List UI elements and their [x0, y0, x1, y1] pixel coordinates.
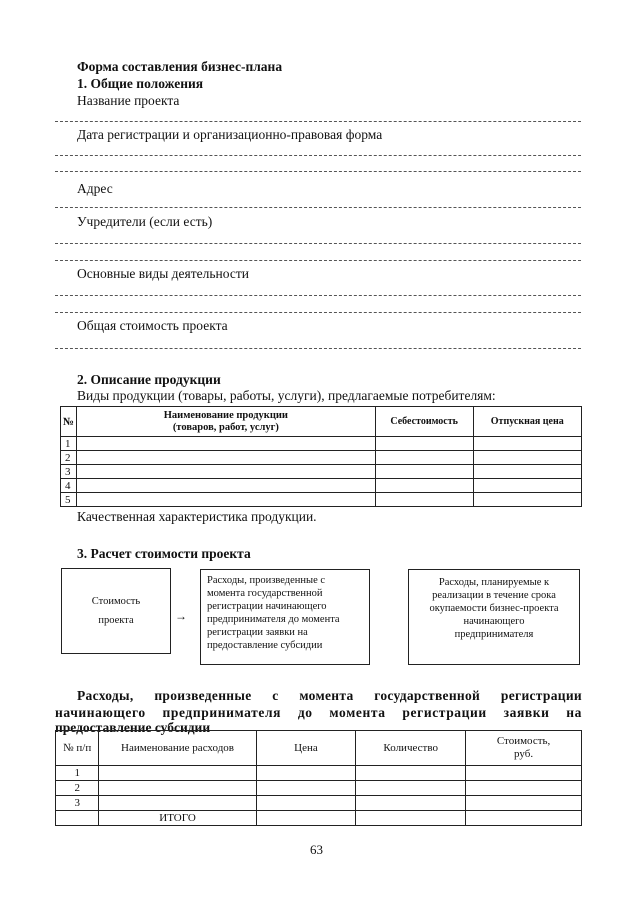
form-title: Форма составления бизнес-плана: [77, 59, 283, 74]
expenses-planned-box: Расходы, планируемые к реализации в течение срока окупаемости бизнес-проекта начинающего предпринимателя: [408, 569, 580, 665]
products-table: [60, 406, 582, 507]
table-row: 4: [61, 479, 582, 493]
fill-line: [55, 121, 581, 122]
field-total-cost-label: Общая стоимость проекта: [77, 318, 228, 333]
page-number: 63: [310, 842, 323, 857]
fill-line: [55, 243, 581, 244]
fill-line: [55, 295, 581, 296]
expenses-heading-line3: предоставление субсидии: [55, 720, 211, 735]
field-address-label: Адрес: [77, 181, 113, 196]
col-number-header: №: [61, 407, 77, 437]
table-row: 2: [56, 781, 582, 796]
section2-intro: Виды продукции (товары, работы, услуги), предлагаемые потребителям:: [77, 388, 496, 403]
fill-line: [55, 348, 581, 349]
table-row: 3: [56, 796, 582, 811]
table-row: 1: [56, 766, 582, 781]
col-price-header: Отпускная цена: [473, 407, 581, 437]
table-row: 2: [61, 451, 582, 465]
table-header-row: [56, 731, 582, 766]
fill-line: [55, 155, 581, 156]
field-activities-label: Основные виды деятельности: [77, 266, 249, 281]
expenses-heading-line2: начинающего предпринимателя до момента регистрации заявки на: [55, 705, 582, 720]
col-quantity-header: Количество: [356, 731, 466, 766]
section3-heading: 3. Расчет стоимости проекта: [77, 546, 251, 561]
table-header-row: [61, 407, 582, 437]
project-cost-box: Стоимость проекта: [61, 568, 171, 654]
field-founders-label: Учредители (если есть): [77, 214, 213, 229]
fill-line: [55, 171, 581, 172]
col-price-header: Цена: [256, 731, 356, 766]
section1-heading: 1. Общие положения: [77, 76, 204, 91]
fill-line: [55, 312, 581, 313]
fill-line: [55, 260, 581, 261]
expenses-heading-line1: Расходы, произведенные с момента государственной регистрации: [77, 688, 582, 703]
col-expense-name-header: Наименование расходов: [99, 731, 256, 766]
section2-heading: 2. Описание продукции: [77, 372, 221, 387]
col-total-header: Стоимость, руб.: [466, 731, 582, 766]
field-registration-label: Дата регистрации и организационно-правовая форма: [77, 127, 383, 142]
table-row: 5: [61, 493, 582, 507]
col-cost-header: Себестоимость: [375, 407, 473, 437]
arrow-icon: →: [175, 609, 187, 623]
expenses-before-box: Расходы, произведенные с момента государственной регистрации начинающего предпринимателя до момента регистрации заявки на предоставление субсидии: [200, 569, 370, 665]
table-row: 3: [61, 465, 582, 479]
fill-line: [55, 207, 581, 208]
total-row: [56, 811, 582, 826]
col-product-name-header: Наименование продукции (товаров, работ, услуг): [76, 407, 375, 437]
expenses-table: [55, 730, 582, 826]
total-label: ИТОГО: [99, 811, 256, 826]
table-row: 1: [61, 437, 582, 451]
col-number-header: № п/п: [56, 731, 99, 766]
field-project-name-label: Название проекта: [77, 93, 180, 108]
quality-note: Качественная характеристика продукции.: [77, 509, 317, 524]
